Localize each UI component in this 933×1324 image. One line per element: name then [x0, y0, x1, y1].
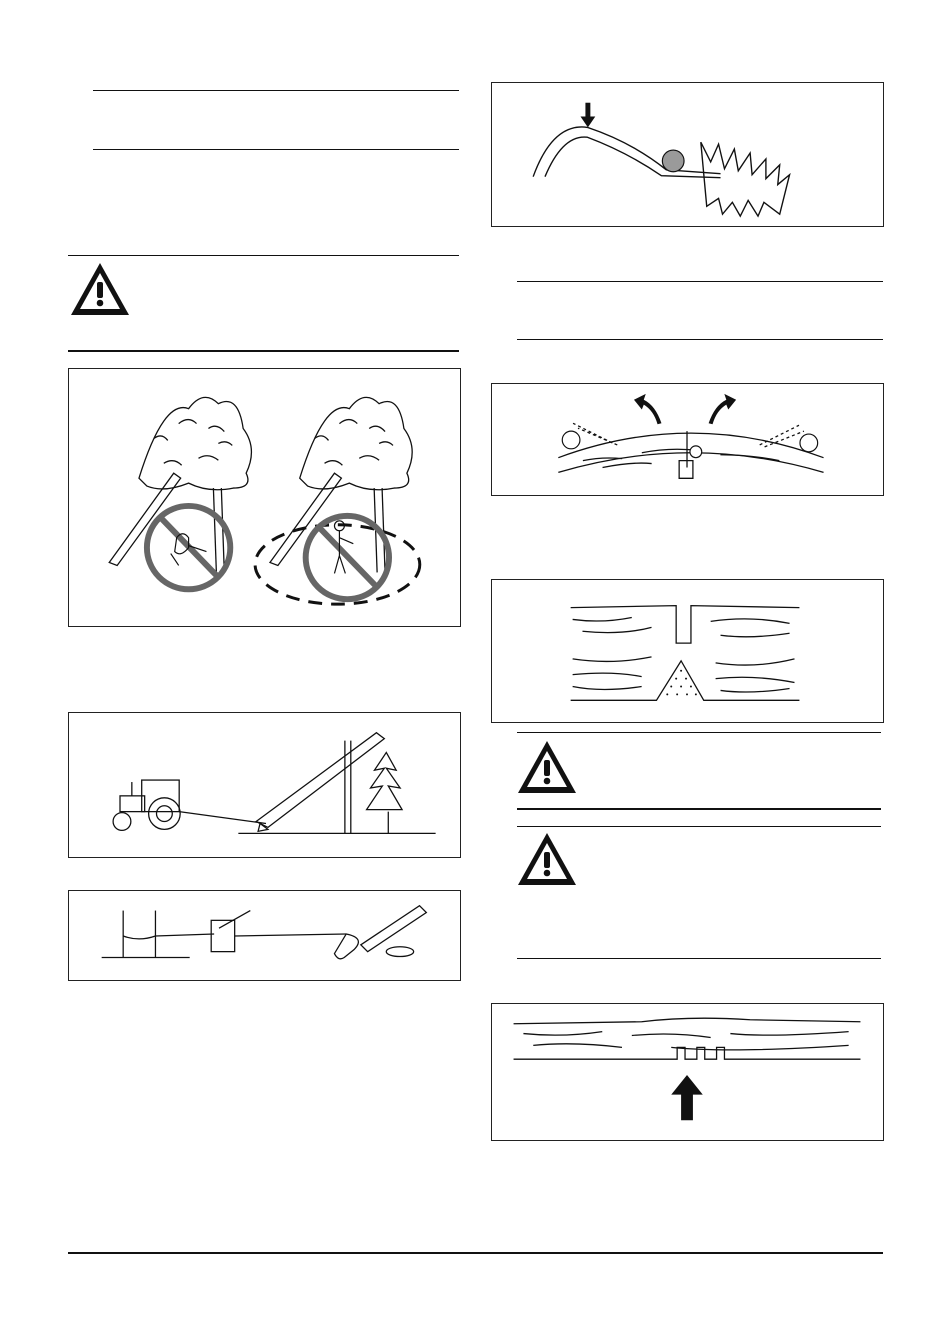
log-cut-notch-figure	[491, 579, 884, 723]
warning-triangle-icon	[68, 260, 132, 318]
log-bottom-cut-figure	[491, 1003, 884, 1141]
warning-triangle-icon	[515, 830, 579, 888]
warning-top-rule	[68, 255, 459, 256]
tension-release-figure	[491, 383, 884, 496]
warning-bottom-rule	[68, 350, 459, 352]
winch-cable-figure	[68, 890, 461, 981]
arrow-curved-icon	[709, 394, 737, 424]
no-standing-under-hung-tree-figure	[68, 368, 461, 627]
footer-rule	[68, 1252, 883, 1254]
note-top-rule	[93, 90, 459, 91]
tractor-pulling-tree-figure	[68, 712, 461, 858]
warning-bottom-rule-right-2	[517, 958, 881, 959]
warning-bottom-rule-right-1	[517, 808, 881, 810]
warning-triangle-icon	[515, 738, 579, 796]
arrow-down-icon	[580, 103, 595, 128]
arrow-up-icon	[671, 1075, 703, 1120]
warning-top-rule-right-2	[517, 826, 881, 827]
bent-trunk-tension-figure	[491, 82, 884, 227]
note-bottom-rule	[93, 149, 459, 150]
note-top-rule-right	[517, 281, 883, 282]
note-bottom-rule-right	[517, 339, 883, 340]
arrow-curved-icon	[634, 394, 662, 424]
warning-top-rule-right-1	[517, 732, 881, 733]
